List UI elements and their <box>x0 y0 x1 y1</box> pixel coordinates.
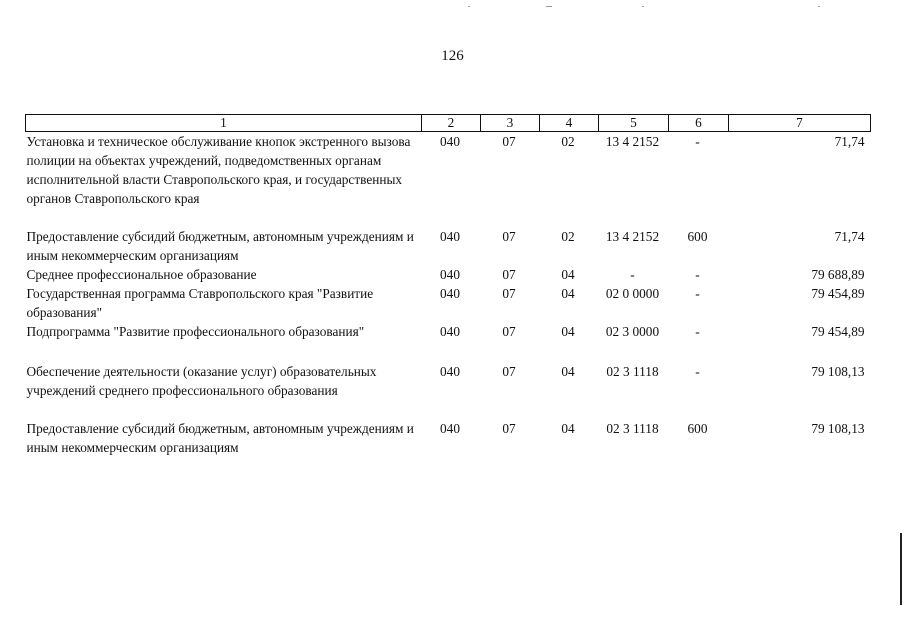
subsection-cell: 02 <box>561 134 575 149</box>
subsection-cell: 02 <box>561 228 575 244</box>
scan-artifact <box>818 6 820 7</box>
table-row <box>26 322 871 362</box>
table-row <box>26 419 871 457</box>
subsection-cell: 04 <box>561 323 575 339</box>
expense-type-cell: - <box>695 285 700 301</box>
expense-type-cell: - <box>695 323 700 339</box>
expense-type-cell: 600 <box>687 420 708 436</box>
code-cell: 040 <box>440 285 460 301</box>
section-cell: 07 <box>502 228 516 244</box>
column-header: 4 <box>540 115 599 132</box>
budget-table <box>25 114 871 457</box>
expense-type-cell: - <box>695 363 700 379</box>
amount-cell: 71,74 <box>834 228 865 244</box>
section-cell: 07 <box>502 363 516 379</box>
target-article-cell: 02 3 0000 <box>605 323 660 339</box>
amount-cell: 79 454,89 <box>811 323 865 339</box>
section-cell: 07 <box>502 285 516 301</box>
row-name: Подпрограмма "Развитие профессионального образования" <box>26 323 365 339</box>
code-cell: 040 <box>440 323 460 339</box>
amount-cell: 71,74 <box>834 134 865 149</box>
row-name: Установка и техническое обслуживание кнопок экстренного вызова полиции на объектах учреждений, подведомственных органам исполнительной власти Ставропольского края, и государственных органов Ставропольского края <box>26 134 411 206</box>
target-article-cell: 13 4 2152 <box>605 134 660 149</box>
target-article-cell: - <box>630 266 635 282</box>
target-article-cell: 02 3 1118 <box>606 420 659 436</box>
expense-type-cell: - <box>695 134 700 149</box>
target-article-cell: 02 0 0000 <box>605 285 660 301</box>
amount-cell: 79 688,89 <box>811 266 865 282</box>
section-cell: 07 <box>502 134 516 149</box>
target-article-cell: 13 4 2152 <box>605 228 660 244</box>
column-header: 6 <box>669 115 729 132</box>
row-name: Предоставление субсидий бюджетным, автономным учреждениям и иным некоммерческим организациям <box>26 228 414 263</box>
expense-type-cell: 600 <box>687 228 708 244</box>
code-cell: 040 <box>440 363 460 379</box>
scan-artifact <box>642 6 644 7</box>
subsection-cell: 04 <box>561 363 575 379</box>
code-cell: 040 <box>440 228 460 244</box>
page-number: 126 <box>441 48 464 64</box>
column-header: 2 <box>422 115 481 132</box>
code-cell: 040 <box>440 420 460 436</box>
subsection-cell: 04 <box>561 285 575 301</box>
scan-artifact <box>468 6 470 7</box>
scan-edge-mark <box>900 533 902 605</box>
subsection-cell: 04 <box>561 420 575 436</box>
table-header-row <box>26 115 871 132</box>
expense-type-cell: - <box>695 266 700 282</box>
code-cell: 040 <box>440 266 460 282</box>
table-row <box>26 362 871 419</box>
table-row <box>26 227 871 265</box>
amount-cell: 79 454,89 <box>811 285 865 301</box>
code-cell: 040 <box>440 134 460 149</box>
row-name: Предоставление субсидий бюджетным, автономным учреждениям и иным некоммерческим организациям <box>26 420 414 455</box>
column-header: 1 <box>26 115 422 132</box>
section-cell: 07 <box>502 420 516 436</box>
target-article-cell: 02 3 1118 <box>606 363 659 379</box>
column-header: 5 <box>599 115 669 132</box>
subsection-cell: 04 <box>561 266 575 282</box>
section-cell: 07 <box>502 323 516 339</box>
column-header: 7 <box>729 115 871 132</box>
scan-artifact <box>546 6 552 7</box>
table-row <box>26 284 871 322</box>
column-header: 3 <box>481 115 540 132</box>
row-name: Обеспечение деятельности (оказание услуг) образовательных учреждений среднего профессионального образования <box>26 363 377 398</box>
table-row <box>26 132 871 227</box>
table-row <box>26 265 871 284</box>
amount-cell: 79 108,13 <box>811 420 865 436</box>
row-name: Среднее профессиональное образование <box>26 266 257 282</box>
row-name: Государственная программа Ставропольского края "Развитие образования" <box>26 285 374 320</box>
amount-cell: 79 108,13 <box>811 363 865 379</box>
section-cell: 07 <box>502 266 516 282</box>
